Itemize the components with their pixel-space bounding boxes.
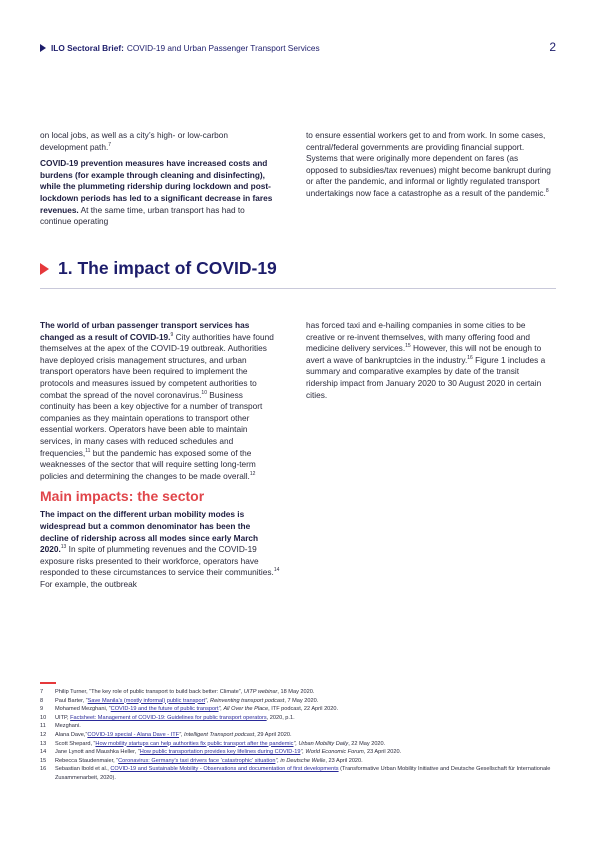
footnote-citation: Scott Shepard, “ — [55, 740, 96, 747]
footnote-date: , 2020, p.1. — [266, 714, 295, 721]
subheading: Main impacts: the sector — [40, 488, 205, 505]
footnote-ref: 10 — [201, 389, 207, 396]
footnote-text — [55, 714, 560, 723]
footnote-citation: Alana Dave,“ — [55, 731, 88, 738]
footnote-citation: UITP, — [55, 714, 71, 721]
paragraph-text: In spite of plummeting revenues and the COVID-19 exposure risks presented to their workforce, operators have responded to these circumstances to service their communities. — [40, 544, 274, 578]
paragraph-text: to ensure essential workers get to and from work. In some cases, central/federal governments are providing financial support. Systems that were originally more dependent on fares (as opposed to subsidies/tax revenues) might become bankrupt during or after the pandemic, and informal or lightly regulated transport undertakings now face a catastrophe as a result of the pandemic. — [306, 130, 551, 198]
section-heading — [40, 258, 277, 279]
footnote-source: ”, Reinventing transport podcast — [205, 697, 285, 704]
footnote-ref: 11 — [85, 447, 91, 454]
footnote-text — [55, 731, 560, 740]
impact-right-column — [306, 320, 550, 406]
footnote-link[interactable]: COVID-19 and Sustainable Mobility - Observations and documentation of first developments — [110, 766, 339, 773]
footnote-ref: 14 — [273, 567, 280, 574]
page-number: 2 — [549, 40, 556, 54]
footnote-source: ”, All Over the Place — [218, 706, 269, 713]
bold-lead: The impact on the different urban mobility modes is widespread but a common denominator has been the decline of ridership across all modes since early March 2020. — [40, 509, 259, 555]
footnotes — [40, 688, 560, 783]
footnote-text — [55, 740, 560, 749]
footnote-date: , 7 May 2020. — [284, 697, 319, 704]
footnote-item — [40, 688, 560, 697]
paragraph-text: Figure 1 includes a summary and comparative examples by date of the transit ridership impact from January 2020 to 30 August 2020 in certain cities. — [306, 354, 546, 400]
footnote-ref: 9 — [170, 331, 174, 338]
footnote-link[interactable]: COVID-19 and the future of public transport — [110, 706, 219, 713]
footnote-source: ”, Urban Mobility Daily — [293, 740, 349, 747]
footnote-item — [40, 757, 560, 766]
footnote-date: , 22 May 2020. — [348, 740, 386, 747]
footnote-link[interactable]: Coronavirus: Germany’s taxi drivers face ‘catastrophic’ situation — [118, 757, 276, 764]
impact-left-column — [40, 320, 280, 595]
footnote-date: , 23 April 2020. — [325, 757, 363, 764]
footnote-item — [40, 705, 560, 714]
footnote-citation: Mezghani. — [55, 723, 81, 730]
footnote-citation: Sebastian Ibold et al., — [55, 766, 111, 773]
footnote-date: , ITF podcast, 22 April 2020. — [268, 706, 339, 713]
header-triangle-icon — [40, 44, 46, 52]
footnote-link[interactable]: How mobility startups can help authorities fix public transport after the pandemic — [95, 740, 294, 747]
footnote-number: 7 — [40, 689, 44, 695]
footnote-number: 8 — [40, 697, 44, 704]
paragraph — [40, 130, 276, 153]
footnote-ref: 15 — [405, 343, 411, 350]
footnote-item — [40, 740, 560, 749]
footnote-citation: Paul Barter, “ — [55, 697, 88, 704]
top-left-column — [40, 130, 276, 233]
section-triangle-icon — [40, 263, 49, 275]
footnote-source: ”, World Economic Forum — [300, 749, 364, 756]
footnote-number: 9 — [40, 706, 44, 713]
footnote-citation: Philip Turner, “The key role of public transport to build back better: Climate”, — [55, 689, 244, 695]
footnote-date: , 23 April 2020. — [363, 749, 402, 756]
footnote-citation: Jane Lynott and Maushka Heller, “ — [55, 749, 140, 756]
footnote-number: 12 — [40, 731, 47, 738]
footnote-item — [40, 765, 560, 782]
section-title: 1. The impact of COVID-19 — [58, 258, 277, 278]
footnote-item — [40, 731, 560, 740]
footnote-item — [40, 697, 560, 706]
paragraph-text: Business continuity has been a key objective for a number of transport companies as they maintain operations to transport other essential workers. Operators have been able to maintain services, in many cases with reduced schedules and frequencies, — [40, 389, 263, 458]
running-header — [40, 41, 560, 55]
footnote-item — [40, 748, 560, 757]
paragraph — [306, 130, 552, 200]
footnote-text — [55, 688, 560, 697]
footnote-citation: Rebecca Staudenmaier, “ — [55, 757, 119, 764]
header-subtitle: COVID-19 and Urban Passenger Transport Services — [126, 43, 320, 53]
footnote-text — [55, 757, 560, 766]
header-brief-label: ILO Sectoral Brief: — [51, 43, 124, 53]
bold-lead: COVID-19 prevention measures have increased costs and burdens (for example through cleaning and disinfecting), while the plummeting ridership during lockdown and post-lockdown periods has led to a significant decrease in fares revenues. — [40, 158, 273, 215]
footnote-link[interactable]: How public transportation provides key lifelines during COVID-19 — [139, 749, 301, 756]
footnote-link[interactable]: Save Manila’s (mostly informal) public transport — [87, 697, 206, 704]
paragraph-text: but the pandemic has exposed some of the weaknesses of the sector that will require setting long-term policies and determining the changes to be made overall. — [40, 447, 256, 481]
paragraph-text: For example, the outbreak — [40, 578, 137, 589]
footnote-text — [55, 722, 560, 731]
section-divider — [40, 288, 556, 289]
footnote-text — [55, 765, 560, 782]
paragraph-text: City authorities have found themselves at the apex of the COVID-19 outbreak. Authorities have deployed crisis management structures, and urban transport operators have been required to implement the protocols and measures issued by competent authorities to combat the spread of the novel coronavirus. — [40, 331, 274, 400]
footnote-text — [55, 748, 560, 757]
footnote-source: ”, in Deutsche Welle — [275, 757, 326, 764]
footnote-item — [40, 714, 560, 723]
footnote-number: 14 — [40, 749, 47, 756]
footnote-number: 15 — [40, 757, 47, 764]
paragraph — [40, 158, 276, 228]
bold-lead: The world of urban passenger transport services has changed as a result of COVID-19. — [40, 320, 250, 342]
paragraph — [40, 509, 280, 590]
footnote-number: 10 — [40, 714, 47, 721]
footnote-number: 11 — [40, 723, 46, 730]
paragraph-text: has forced taxi and e-hailing companies in some cities to be creative or re-invent themselves, with many offering food and medicine delivery services. — [306, 320, 530, 354]
footnote-number: 16 — [40, 766, 47, 773]
footnote-ref: 7 — [108, 141, 112, 148]
footnote-item — [40, 722, 560, 731]
footnote-date: , 29 April 2020. — [254, 731, 292, 738]
top-right-column — [306, 130, 552, 205]
footnote-ref: 8 — [545, 188, 549, 195]
paragraph — [40, 320, 280, 482]
paragraph-text: However, this will not be enough to avert a wave of bankruptcies in the industry. — [306, 343, 542, 365]
footnote-link[interactable]: COVID-19 special - Alana Dave - ITF — [87, 731, 180, 738]
footnote-link[interactable]: Factsheet: Management of COVID-19: Guidelines for public transport operators — [70, 714, 267, 721]
footnote-ref: 12 — [249, 470, 256, 477]
footnote-date: (Transformative Urban Mobility Initiative and Deutsche Gesellschaft für Internationale Zusammenarbeit, 2020). — [55, 766, 551, 781]
footnote-divider — [40, 682, 56, 684]
footnote-source: UITP webinar — [243, 689, 278, 695]
footnote-number: 13 — [40, 740, 47, 747]
footnote-ref: 16 — [467, 355, 473, 362]
paragraph-text: on local jobs, as well as a city’s high- or low-carbon development path. — [40, 130, 228, 152]
paragraph — [306, 320, 550, 401]
footnote-text — [55, 705, 560, 714]
footnote-text — [55, 697, 560, 706]
footnote-citation: Mohamed Mezghani, “ — [55, 706, 111, 713]
footnote-ref: 13 — [60, 544, 67, 551]
footnote-date: , 18 May 2020. — [277, 689, 315, 695]
paragraph-text: At the same time, urban transport has had to continue operating — [40, 204, 245, 227]
footnote-source: ”, Intelligent Transport podcast — [179, 731, 255, 738]
